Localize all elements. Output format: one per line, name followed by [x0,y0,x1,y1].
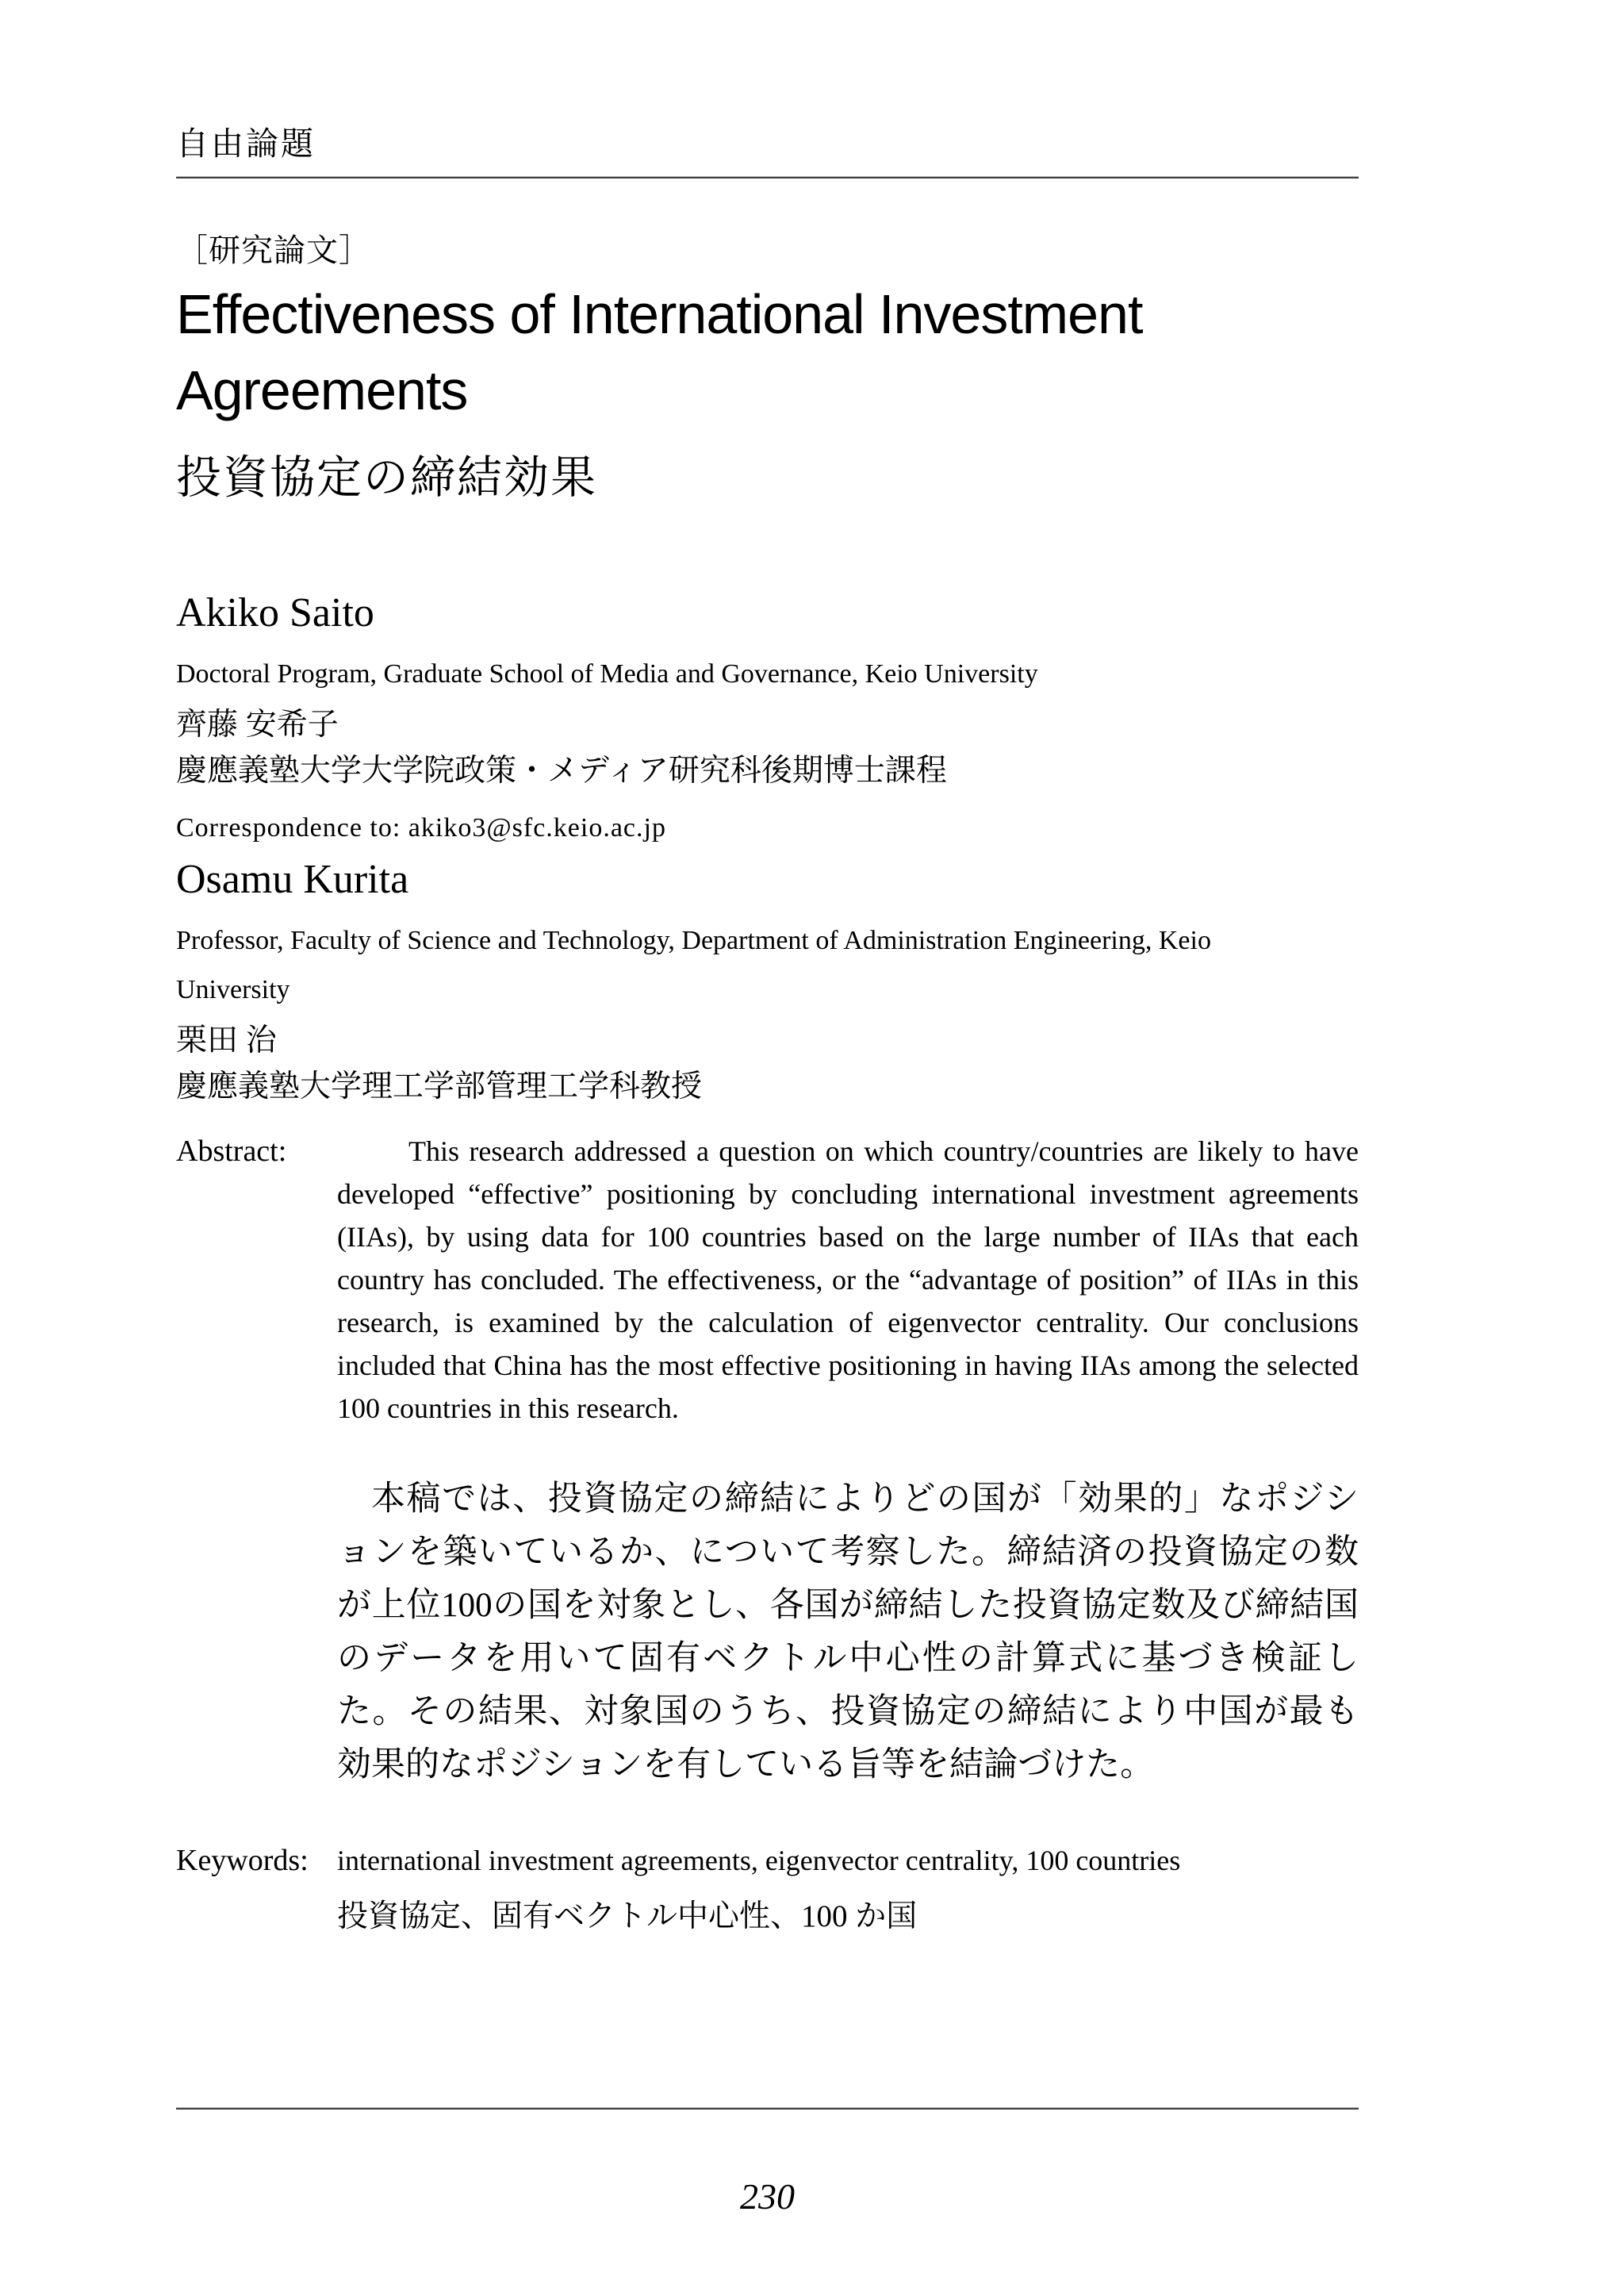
keywords-text-en: international investment agreements, eigenvector centrality, 100 countries [337,1845,1181,1876]
author-2-section [176,855,1359,1106]
keywords-label: Keywords: [176,1844,309,1877]
paper-title-ja: 投資協定の締結効果 [176,453,597,503]
author-1-affiliation-ja: 慶應義塾大学大学院政策・メディア研究科後期博士課程 [176,754,947,788]
abstract-text-ja: 本稿では、投資協定の締結によりどの国が「効果的」なポジションを築いているか、について考察した。締結済の投資協定の数が上位100の国を対象とし、各国が締結した投資協定数及び締結国のデータを用いて固有ベクトル中心性の計算式に基づき検証した。その結果、対象国のうち、投資協定の締結により中国が最も効果的なポジションを有している旨等を結論づけた。 [337,1480,1359,1783]
author-1-name-ja: 齊藤 安希子 [176,708,339,742]
keywords-text-ja: 投資協定、固有ベクトル中心性、100 か国 [337,1899,918,1933]
correspondence-line: Correspondence to: akiko3@sfc.keio.ac.jp [176,813,666,843]
author-2-affiliation-en-line-2: University [176,975,290,1004]
author-2-affiliation-en-line-1: Professor, Faculty of Science and Technology, Department of Administration Engineering, Keio [176,926,1211,955]
abstract-body [337,1130,1359,1791]
abstract-label: Abstract: [176,1135,287,1168]
footer-rule [176,2107,1359,2110]
author-2-name-en: Osamu Kurita [176,857,409,902]
author-1-affiliation-en: Doctoral Program, Graduate School of Media and Governance, Keio University [176,659,1038,689]
author-1-name-en: Akiko Saito [176,590,374,635]
category-header: 自由論題 [176,125,316,162]
author-2-name-ja: 栗田 治 [176,1023,277,1058]
abstract-section [176,1130,1359,1791]
header-rule [176,176,1359,179]
keywords-section [176,1839,1359,1936]
article-type-label: ［研究論文］ [176,232,371,268]
abstract-text-en: This research addressed a question on which country/countries are likely to have developed “effective” positioning by concluding international investment agreements (IIAs), by using data for 100 countries based on the large number of IIAs that each country has concluded. The effectiveness, or the “advantage of position” of IIAs in this research, is examined by the calculation of eigenvector centrality. Our conclusions included that China has the most effective positioning in having IIAs among the selected 100 countries in this research. [337,1135,1359,1424]
page-number: 230 [740,2176,795,2217]
author-2-affiliation-ja: 慶應義塾大学理工学部管理工学科教授 [176,1069,703,1104]
keywords-body [337,1839,1359,1936]
author-1-section [176,589,1359,846]
paper-title-en: Effectiveness of International Investment Agreements [176,283,1143,421]
